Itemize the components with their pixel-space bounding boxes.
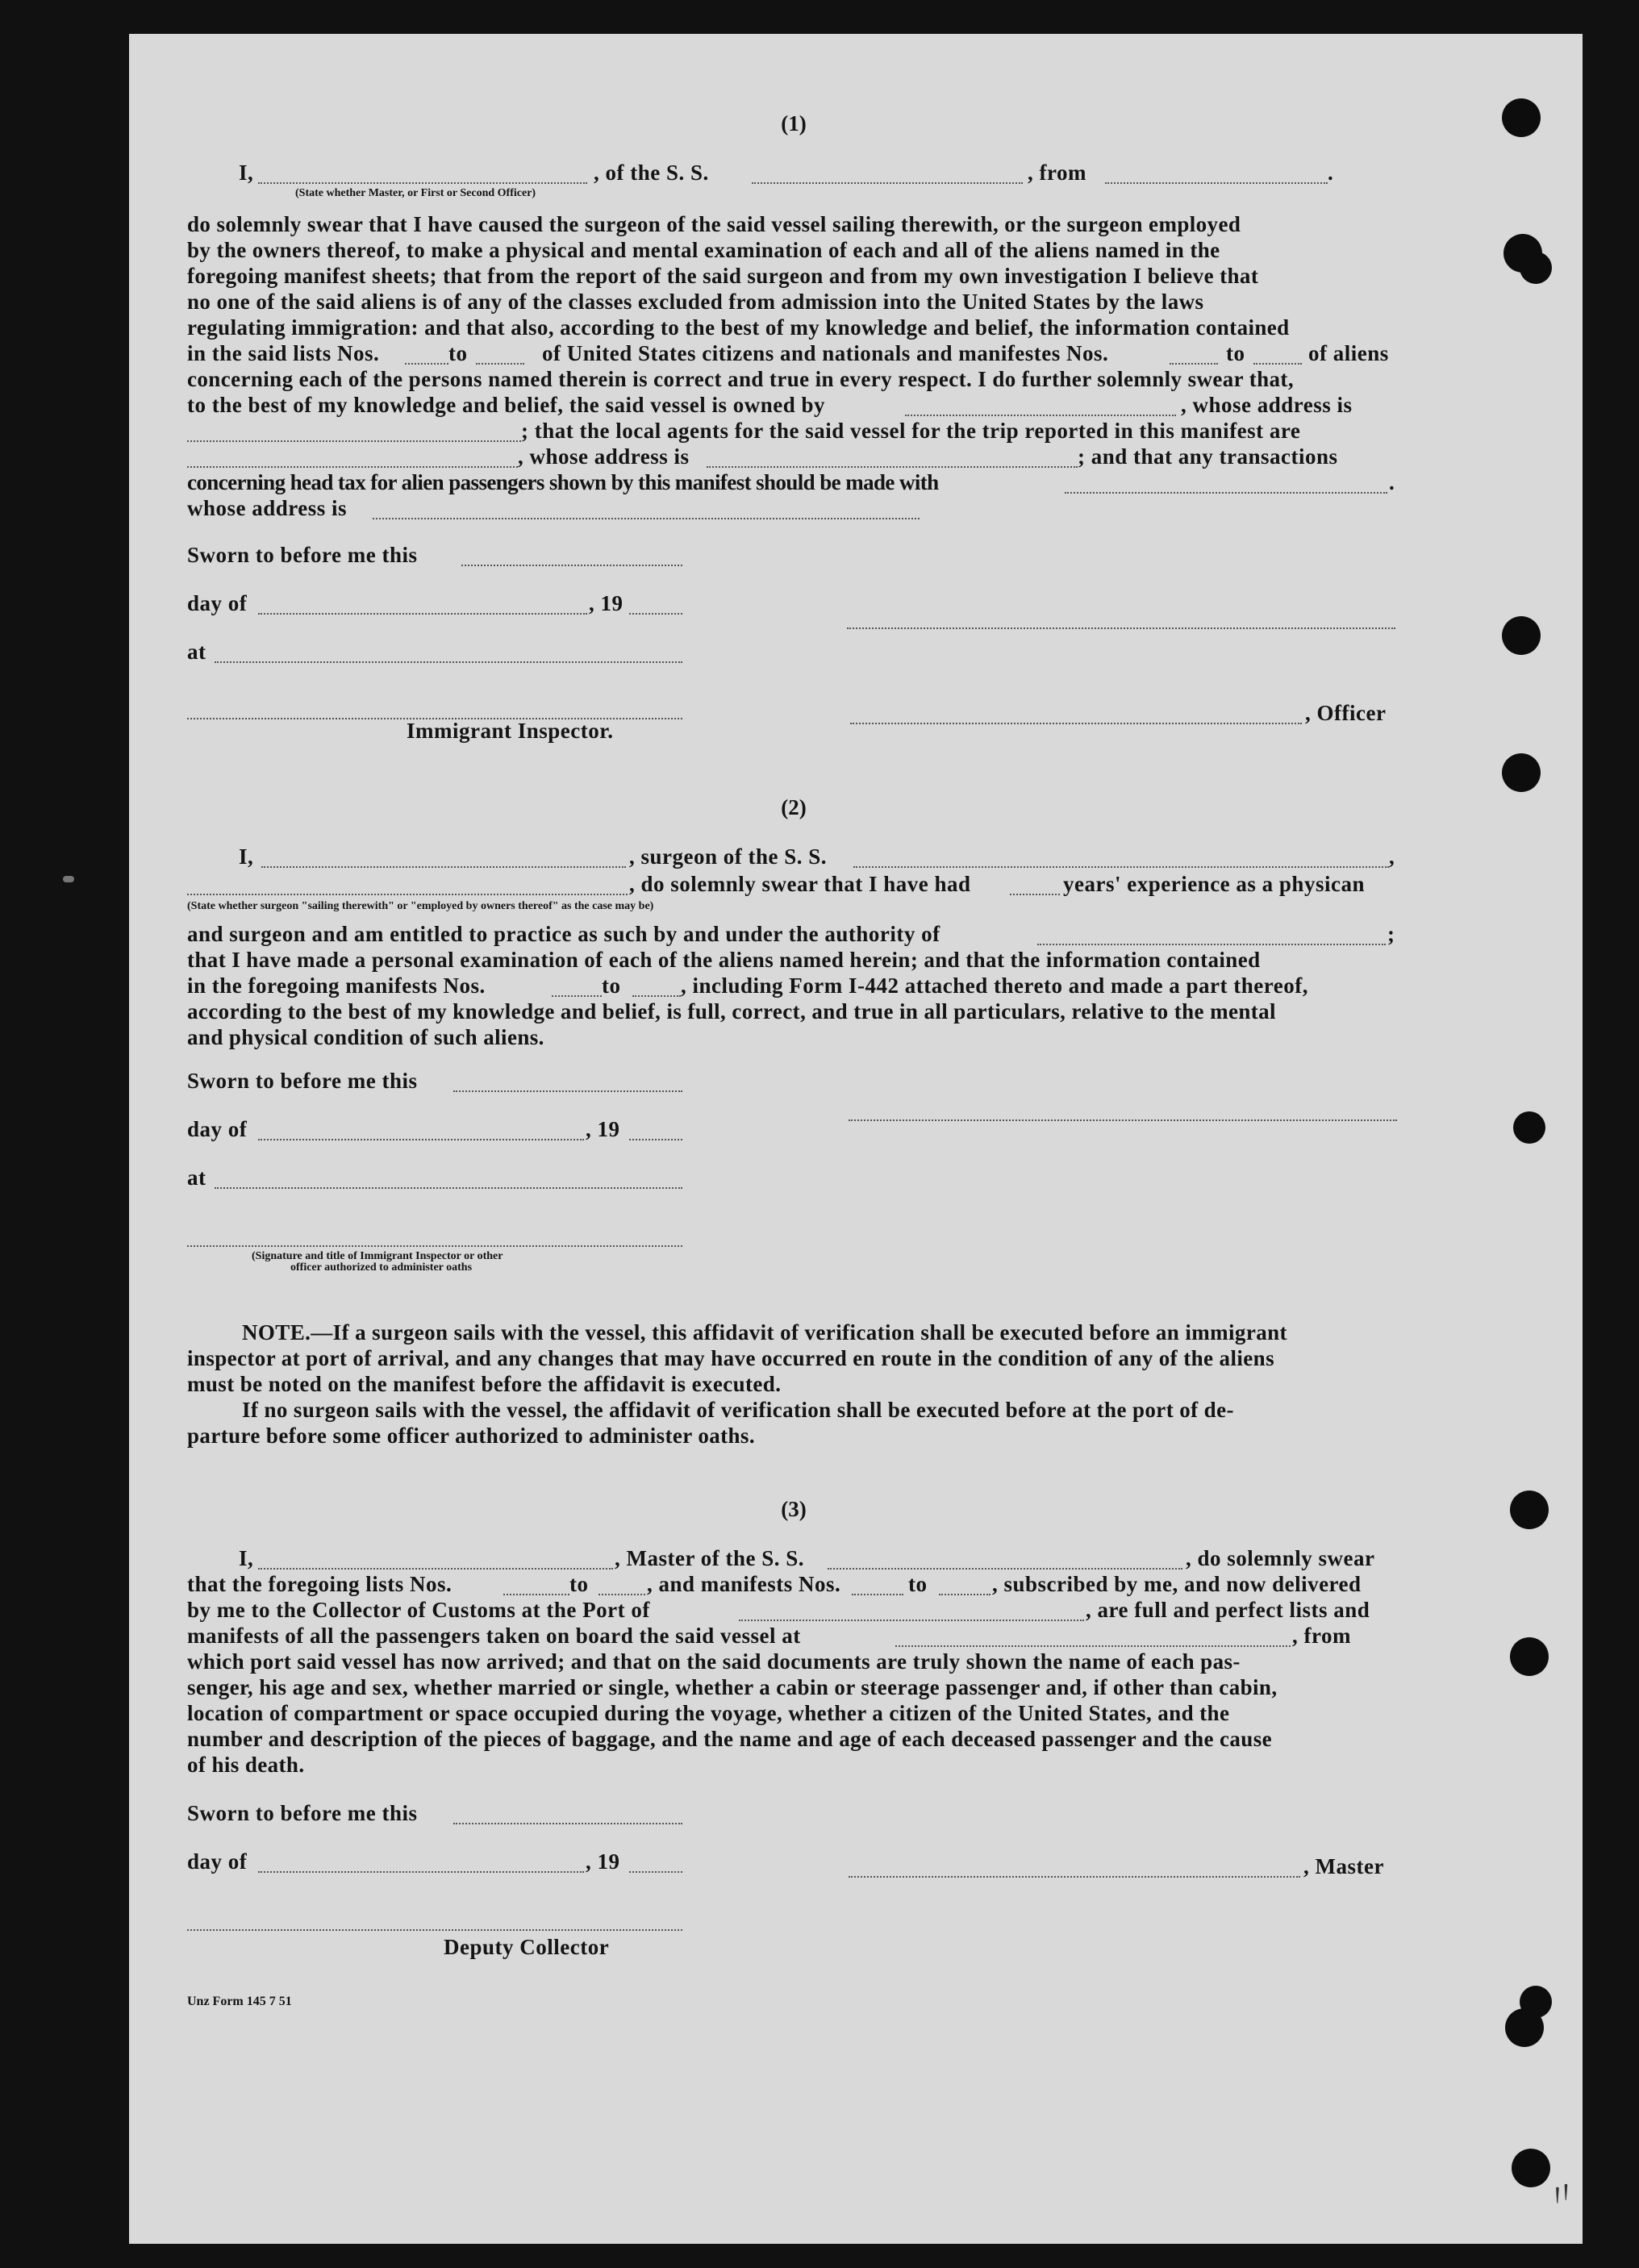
master-label: , Master [1303,1854,1384,1878]
section-1-body-0: do solemnly swear that I have caused the surgeon of the said vessel sailing therewith, or the surgeon employed [187,212,1241,236]
of-ss-label: , of the S. S. [594,161,709,185]
punch-hole [1502,616,1541,655]
sworn-label-3: Sworn to before me this [187,1801,418,1825]
year-field-1[interactable] [629,613,682,615]
headtax-end: . [1389,470,1395,494]
agents-label: ; that the local agents for the said vessel for the trip reported in this manifest are [521,419,1301,443]
manifests-to: to [602,973,621,998]
master-manifests-label: , and manifests Nos. [647,1572,841,1596]
personal-exam-text: that I have made a personal examination of each of the aliens named herein; and that the information contained [187,948,1261,972]
owned-by-label: to the best of my knowledge and belief, the said vessel is owned by [187,393,826,417]
section-3-body-1: senger, his age and sex, whether married or single, whether a cabin or steerage passenger and, if other than cabin, [187,1675,1278,1699]
master-name-field[interactable] [258,1568,613,1570]
manifests-form: , including Form I-442 attached thereto and made a part thereof, [681,973,1308,998]
master-manifest-to-field[interactable] [939,1594,990,1595]
signature-note-1: (Signature and title of Immigrant Inspector or other [252,1250,503,1262]
authority-semicolon: ; [1387,922,1395,946]
headtax-address-field[interactable] [373,518,920,519]
surgeon-of-label: , surgeon of the S. S. [629,844,828,869]
note-line-3: If no surgeon sails with the vessel, the affidavit of verification shall be executed before at the port of de- [242,1398,1234,1422]
headtax-address-label: whose address is [187,496,348,520]
surgeon-vessel-comma: , [1389,844,1395,869]
list-to-field[interactable] [476,363,524,365]
section-1-body-2: foregoing manifest sheets; that from the report of the said surgeon and from my own investigation I believe that [187,264,1259,288]
month-field-2[interactable] [258,1139,584,1140]
signature-note-2: officer authorized to administer oaths [290,1261,473,1274]
year-field-2[interactable] [629,1139,682,1140]
master-swear-label: , do solemnly swear [1186,1546,1375,1570]
sworn-label-2: Sworn to before me this [187,1069,418,1093]
at-label-1: at [187,640,206,664]
year-label-2: , 19 [586,1117,620,1141]
surgeon-signature-line[interactable] [849,1119,1397,1121]
section-3-i: I, [239,1546,254,1570]
concerning-text: concerning each of the persons named therein is correct and true in every respect. I do further solemnly swear that, [187,367,1294,391]
at-field-1[interactable] [215,661,682,663]
surgeon-status-field[interactable] [187,894,628,895]
master-subscribed-label: , subscribed by me, and now delivered [992,1572,1362,1596]
manifest-from-field[interactable] [1170,363,1218,365]
officer-signature-line-2[interactable] [850,723,1302,724]
section-1-body-1: by the owners thereof, to make a physical and mental examination of each and all of the aliens named in the [187,238,1220,262]
punch-hole [1513,1111,1545,1144]
year-label-3: , 19 [586,1849,620,1874]
day-of-label-3: day of [187,1849,248,1874]
master-signature-line[interactable] [849,1876,1300,1878]
experience-label: years' experience as a physican [1063,872,1365,896]
vessel-name-field[interactable] [752,182,1023,184]
surgeon-manifest-to-field[interactable] [632,995,681,997]
section-1-body-3: no one of the said aliens is of any of the classes excluded from admission into the United States by the laws [187,290,1204,314]
note-line-4: parture before some officer authorized to administer oaths. [187,1424,755,1448]
line-end: . [1328,161,1334,185]
surgeon-vessel-field[interactable] [853,866,1389,868]
scan-speck [63,876,74,882]
section-3-body-3: number and description of the pieces of baggage, and the name and age of each deceased passenger and the cause [187,1727,1273,1751]
sworn-day-field-3[interactable] [453,1823,682,1824]
immigrant-inspector-label: Immigrant Inspector. [407,719,614,743]
owner-address-label: , whose address is [1181,393,1353,417]
punch-hole [1502,98,1541,137]
experience-years-field[interactable] [1010,894,1060,895]
boarding-port-field[interactable] [895,1645,1291,1647]
manifest-to-field[interactable] [1253,363,1302,365]
port-label: by me to the Collector of Customs at the Port of [187,1598,650,1622]
officer-signature-line-1[interactable] [847,627,1395,629]
headtax-label: concerning head tax for alien passengers shown by this manifest should be made with [187,470,939,494]
surgeon-swear-label: , do solemnly swear that I have had [629,872,971,896]
day-of-label-1: day of [187,591,248,615]
punch-hole [1505,2008,1544,2047]
agents-address-field[interactable] [707,466,1078,468]
section-2-heading: (2) [781,795,807,819]
punch-hole [1520,252,1552,284]
list-from-field[interactable] [405,363,448,365]
form-id: Unz Form 145 7 51 [187,1995,292,2008]
note-line-2: must be noted on the manifest before the affidavit is executed. [187,1372,782,1396]
port-lists-label: , are full and perfect lists and [1086,1598,1370,1622]
section-1-body-4: regulating immigration: and that also, according to the best of my knowledge and belief, the information contained [187,315,1290,340]
authority-field[interactable] [1037,944,1386,945]
deputy-collector-label: Deputy Collector [444,1935,610,1959]
board-from-label: , from [1292,1624,1351,1648]
surgeon-manifest-from-field[interactable] [552,995,602,997]
master-manifest-from-field[interactable] [852,1594,903,1595]
agents-field[interactable] [187,466,518,468]
form-page [129,34,1583,2244]
section-3-body-4: of his death. [187,1753,305,1777]
owner-address-field[interactable] [187,440,521,442]
master-lists-to-2: to [908,1572,928,1596]
day-of-label-2: day of [187,1117,248,1141]
section-2-i: I, [239,844,254,869]
at-field-2[interactable] [215,1187,682,1189]
from-label: , from [1028,161,1086,185]
master-lists-label: that the foregoing lists Nos. [187,1572,452,1596]
punch-hole [1502,753,1541,792]
manifests-label: in the foregoing manifests Nos. [187,973,486,998]
section-3-body-0: which port said vessel has now arrived; and that on the said documents are truly shown the name of each pas- [187,1649,1241,1674]
surgeon-name-field[interactable] [261,866,626,868]
sworn-label-1: Sworn to before me this [187,543,418,567]
section-1-i: I, [239,161,254,185]
month-field-3[interactable] [258,1871,584,1873]
collector-signature-line[interactable] [187,1929,682,1931]
punch-hole [1510,1637,1549,1676]
physical-text: and physical condition of such aliens. [187,1025,544,1049]
lists-label: in the said lists Nos. [187,341,380,365]
section-3-body-2: location of compartment or space occupied during the voyage, whether a citizen of the United States, and the [187,1701,1230,1725]
year-field-3[interactable] [629,1871,682,1873]
sworn-day-field-2[interactable] [453,1090,682,1092]
board-label: manifests of all the passengers taken on board the said vessel at [187,1624,801,1648]
at-label-2: at [187,1165,206,1190]
from-port-field[interactable] [1105,182,1328,184]
officer-name-field[interactable] [258,182,587,184]
punch-hole [1510,1490,1549,1529]
lists-to-1: to [448,341,468,365]
master-list-from-field[interactable] [503,1594,569,1595]
according-text: according to the best of my knowledge and belief, is full, correct, and true in all particulars, relative to the mental [187,999,1276,1024]
section-1-heading: (1) [781,111,807,135]
year-label-1: , 19 [589,591,623,615]
surgeon-status-note: (State whether surgeon "sailing therewith" or "employed by owners thereof" as the case may be) [187,900,654,912]
administering-officer-line[interactable] [187,1245,682,1247]
master-list-to-field[interactable] [598,1594,645,1595]
lists-to-2: to [1226,341,1245,365]
port-field[interactable] [739,1620,1084,1621]
lists-aliens: of aliens [1308,341,1389,365]
transactions-label: ; and that any transactions [1078,444,1338,469]
lists-citizens: of United States citizens and nationals and manifestes Nos. [542,341,1109,365]
note-line-0: NOTE.—If a surgeon sails with the vessel, this affidavit of verification shall be executed before an immigrant [242,1320,1287,1345]
sworn-day-field-1[interactable] [461,565,682,566]
month-field-1[interactable] [258,613,587,615]
officer-label: , Officer [1305,701,1387,725]
section-3-heading: (3) [781,1497,807,1521]
handwritten-mark: 〃 [1541,2172,1584,2219]
master-vessel-field[interactable] [828,1568,1182,1570]
headtax-field[interactable] [1065,492,1387,494]
owner-field[interactable] [905,415,1176,416]
officer-rank-note: (State whether Master, or First or Second Officer) [295,187,536,199]
agents-address-label: , whose address is [518,444,690,469]
master-of-label: , Master of the S. S. [615,1546,804,1570]
authority-label: and surgeon and am entitled to practice as such by and under the authority of [187,922,940,946]
note-line-1: inspector at port of arrival, and any changes that may have occurred en route in the condition of any of the aliens [187,1346,1274,1370]
master-lists-to-1: to [569,1572,589,1596]
